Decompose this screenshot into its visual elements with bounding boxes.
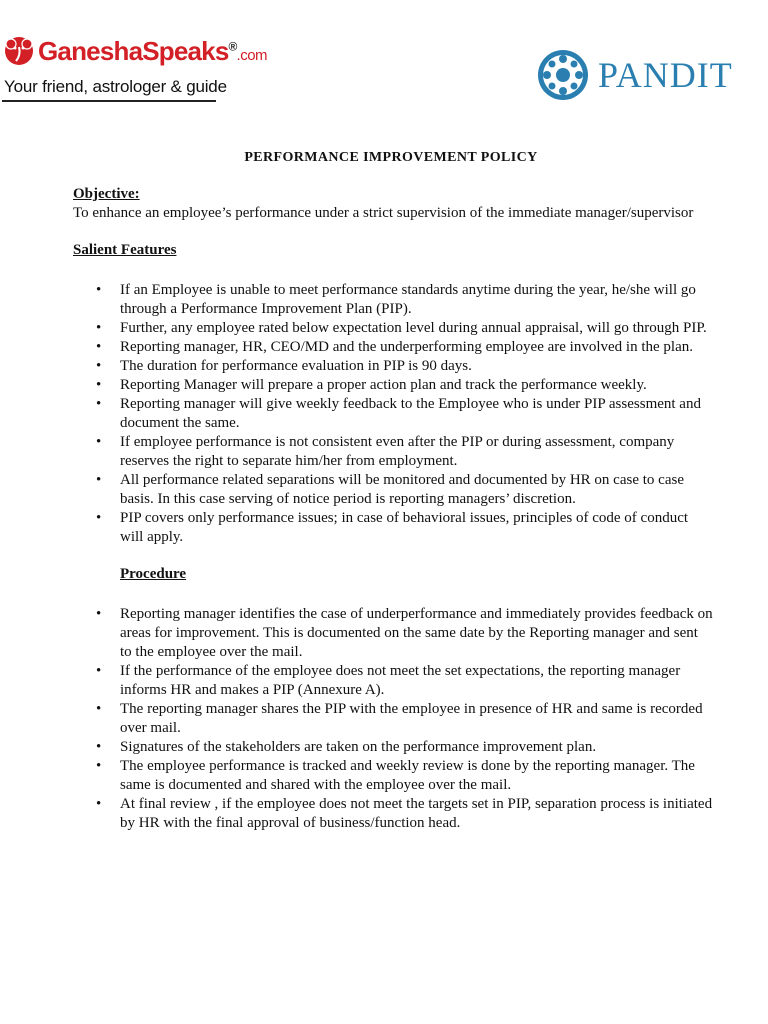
ganeshaspeaks-tagline: Your friend, astrologer & guide <box>4 77 227 96</box>
salient-features-list <box>73 281 713 547</box>
pandit-emblem-icon <box>534 48 592 102</box>
document-body <box>73 148 713 833</box>
objective-heading: Objective: <box>73 186 140 202</box>
list-item: • PIP covers only performance issues; in case of behavioral issues, principles of code of conduct will apply. <box>73 509 713 547</box>
list-item: • If the performance of the employee does not meet the set expectations, the reporting manager informs HR and makes a PIP (Annexure A). <box>73 662 713 700</box>
list-item: • If employee performance is not consistent even after the PIP or during assessment, company reserves the right to separate him/her from employment. <box>73 433 713 471</box>
ganeshaspeaks-logo <box>2 32 268 98</box>
list-item: • The duration for performance evaluation in PIP is 90 days. <box>73 357 713 376</box>
procedure-list <box>73 605 713 833</box>
ganesha-icon <box>2 35 40 67</box>
list-item: • At final review , if the employee does not meet the targets set in PIP, separation process is initiated by HR with the final approval of business/function head. <box>73 795 713 833</box>
page-header <box>0 0 768 110</box>
list-item: • The reporting manager shares the PIP with the employee in presence of HR and same is recorded over mail. <box>73 700 713 738</box>
list-item: • Reporting manager will give weekly feedback to the Employee who is under PIP assessment and document the same. <box>73 395 713 433</box>
list-item: • All performance related separations will be monitored and documented by HR on case to case basis. In this case serving of notice period is reporting managers’ discretion. <box>73 471 713 509</box>
pandit-brand: PANDIT <box>598 55 733 95</box>
tagline-underline <box>2 100 216 102</box>
objective-text: To enhance an employee’s performance under a strict supervision of the immediate manager/supervisor <box>73 205 694 221</box>
list-item: • Further, any employee rated below expectation level during annual appraisal, will go through PIP. <box>73 319 713 338</box>
list-item: • Reporting Manager will prepare a proper action plan and track the performance weekly. <box>73 376 713 395</box>
procedure-heading: Procedure <box>120 566 187 582</box>
salient-features-heading: Salient Features <box>73 242 177 258</box>
list-item: • The employee performance is tracked and weekly review is done by the reporting manager. The same is documented and shared with the employee over the mail. <box>73 757 713 795</box>
list-item: • Signatures of the stakeholders are taken on the performance improvement plan. <box>73 738 713 757</box>
list-item: • Reporting manager, HR, CEO/MD and the underperforming employee are involved in the plan. <box>73 338 713 357</box>
ganeshaspeaks-brand: GaneshaSpeaks®.com <box>38 36 268 66</box>
document-title: PERFORMANCE IMPROVEMENT POLICY <box>244 150 538 165</box>
list-item: • If an Employee is unable to meet performance standards anytime during the year, he/she will go through a Performance Improvement Plan (PIP). <box>73 281 713 319</box>
pandit-logo <box>534 48 764 104</box>
list-item: • Reporting manager identifies the case of underperformance and immediately provides feedback on areas for improvement. This is documented on the same date by the Reporting manager and sent to the employee over the mail. <box>73 605 713 662</box>
